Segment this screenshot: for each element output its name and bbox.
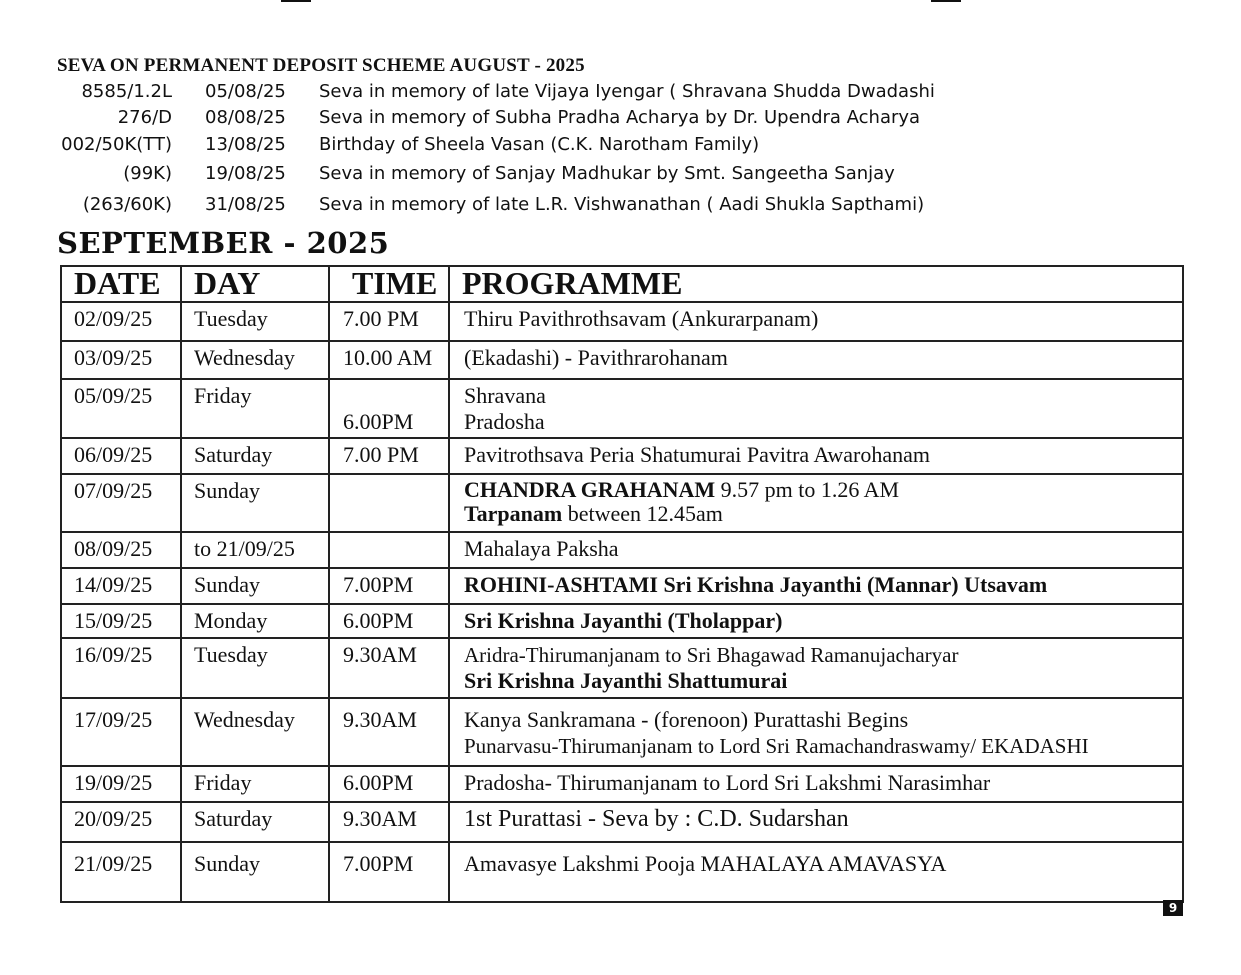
programme-line [464,478,1182,502]
table-row [61,302,1183,341]
table-row [61,802,1183,842]
row-programme: Amavasye Lakshmi Pooja MAHALAYA AMAVASYA [449,842,1183,902]
seva-description: Seva in memory of late Vijaya Iyengar ( Shravana Shudda Dwadashi [319,81,935,102]
table-row [61,842,1183,902]
table-row [61,532,1183,568]
row-date: 06/09/25 [61,438,181,474]
row-time: 7.00PM [329,842,449,902]
row-programme [449,638,1183,698]
row-time: 6.00PM [329,604,449,638]
row-date: 05/09/25 [61,379,181,438]
row-time: 6.00PM [329,766,449,802]
seva-row [0,162,1241,186]
seva-ref: 8585/1.2L [81,81,172,102]
seva-date: 05/08/25 [205,81,286,102]
row-day: Sunday [181,474,329,532]
row-day: Tuesday [181,638,329,698]
row-date: 16/09/25 [61,638,181,698]
header-time: TIME [329,266,449,302]
row-time: 7.00 PM [329,438,449,474]
seva-ref: (99K) [123,163,172,184]
seva-ref: (263/60K) [82,194,172,215]
row-programme: Mahalaya Paksha [449,532,1183,568]
grahanam-time: 9.57 pm to 1.26 AM [715,477,900,502]
programme-line [464,502,1182,526]
row-time: 7.00PM [329,568,449,604]
row-date: 08/09/25 [61,532,181,568]
row-programme [449,698,1183,766]
tarpanam-label: Tarpanam [464,501,563,526]
seva-ref: 276/D [117,107,172,128]
row-day: Wednesday [181,698,329,766]
row-time-text: 6.00PM [343,409,414,434]
row-time [329,474,449,532]
top-mark-right [931,0,961,2]
seva-description: Seva in memory of Subha Pradha Acharya by Dr. Upendra Acharya [319,107,921,128]
table-row [61,379,1183,438]
row-date: 03/09/25 [61,341,181,379]
row-day: Wednesday [181,341,329,379]
row-day: Monday [181,604,329,638]
table-row [61,568,1183,604]
table-row [61,438,1183,474]
row-programme [449,379,1183,438]
header-programme: PROGRAMME [449,266,1183,302]
seva-row [0,133,1241,157]
month-title: SEPTEMBER - 2025 [57,226,390,260]
table-row [61,766,1183,802]
seva-row [0,106,1241,130]
header-day: DAY [181,266,329,302]
seva-date: 13/08/25 [205,134,286,155]
programme-line: Shravana [464,383,546,408]
seva-section-title: SEVA ON PERMANENT DEPOSIT SCHEME AUGUST - 2025 [57,55,585,76]
row-day: Friday [181,379,329,438]
seva-date: 31/08/25 [205,194,286,215]
row-date: 14/09/25 [61,568,181,604]
table-header-row [61,266,1183,302]
row-time [329,532,449,568]
row-day: Sunday [181,568,329,604]
row-date: 17/09/25 [61,698,181,766]
row-programme: Sri Krishna Jayanthi (Tholappar) [449,604,1183,638]
table-row [61,638,1183,698]
row-date: 07/09/25 [61,474,181,532]
row-time: 7.00 PM [329,302,449,341]
row-day: Tuesday [181,302,329,341]
table-row [61,604,1183,638]
row-date: 20/09/25 [61,802,181,842]
row-day: Saturday [181,438,329,474]
row-day: Sunday [181,842,329,902]
row-programme: ROHINI-ASHTAMI Sri Krishna Jayanthi (Mannar) Utsavam [449,568,1183,604]
programme-line: Pradosha [464,409,545,434]
seva-date: 08/08/25 [205,107,286,128]
seva-description: Seva in memory of late L.R. Vishwanathan ( Aadi Shukla Sapthami) [319,194,925,215]
row-day: Saturday [181,802,329,842]
row-date: 02/09/25 [61,302,181,341]
programme-line: Aridra-Thirumanjanam to Sri Bhagawad Ramanujacharyar [464,643,959,667]
page-number: 9 [1163,900,1183,916]
seva-row [0,193,1241,217]
row-programme: Pavitrothsava Peria Shatumurai Pavitra Awarohanam [449,438,1183,474]
row-date: 21/09/25 [61,842,181,902]
row-date: 19/09/25 [61,766,181,802]
row-time: 10.00 AM [329,341,449,379]
row-day: to 21/09/25 [181,532,329,568]
programme-line: Sri Krishna Jayanthi Shattumurai [464,668,788,693]
seva-description: Seva in memory of Sanjay Madhukar by Smt. Sangeetha Sanjay [319,163,895,184]
row-programme: Pradosha- Thirumanjanam to Lord Sri Lakshmi Narasimhar [449,766,1183,802]
table-row [61,341,1183,379]
row-time [329,379,449,438]
row-time: 9.30AM [329,802,449,842]
table-row [61,698,1183,766]
row-programme: 1st Purattasi - Seva by : C.D. Sudarshan [449,802,1183,842]
tarpanam-time: between 12.45am [562,501,723,526]
row-time: 9.30AM [329,698,449,766]
table-row [61,474,1183,532]
seva-date: 19/08/25 [205,163,286,184]
programme-line: Kanya Sankramana - (forenoon) Purattashi Begins [464,707,909,732]
seva-description: Birthday of Sheela Vasan (C.K. Narotham Family) [319,134,760,155]
programme-line: Punarvasu-Thirumanjanam to Lord Sri Ramachandraswamy/ EKADASHI [464,734,1089,758]
header-date: DATE [61,266,181,302]
row-time: 9.30AM [329,638,449,698]
seva-row [0,80,1241,104]
row-date: 15/09/25 [61,604,181,638]
row-programme [449,474,1183,532]
seva-ref: 002/50K(TT) [61,134,172,155]
row-day: Friday [181,766,329,802]
grahanam-label: CHANDRA GRAHANAM [464,477,716,502]
top-mark-left [281,0,311,2]
row-programme: Thiru Pavithrothsavam (Ankurarpanam) [449,302,1183,341]
schedule-table [60,265,1184,903]
row-programme: (Ekadashi) - Pavithrarohanam [449,341,1183,379]
